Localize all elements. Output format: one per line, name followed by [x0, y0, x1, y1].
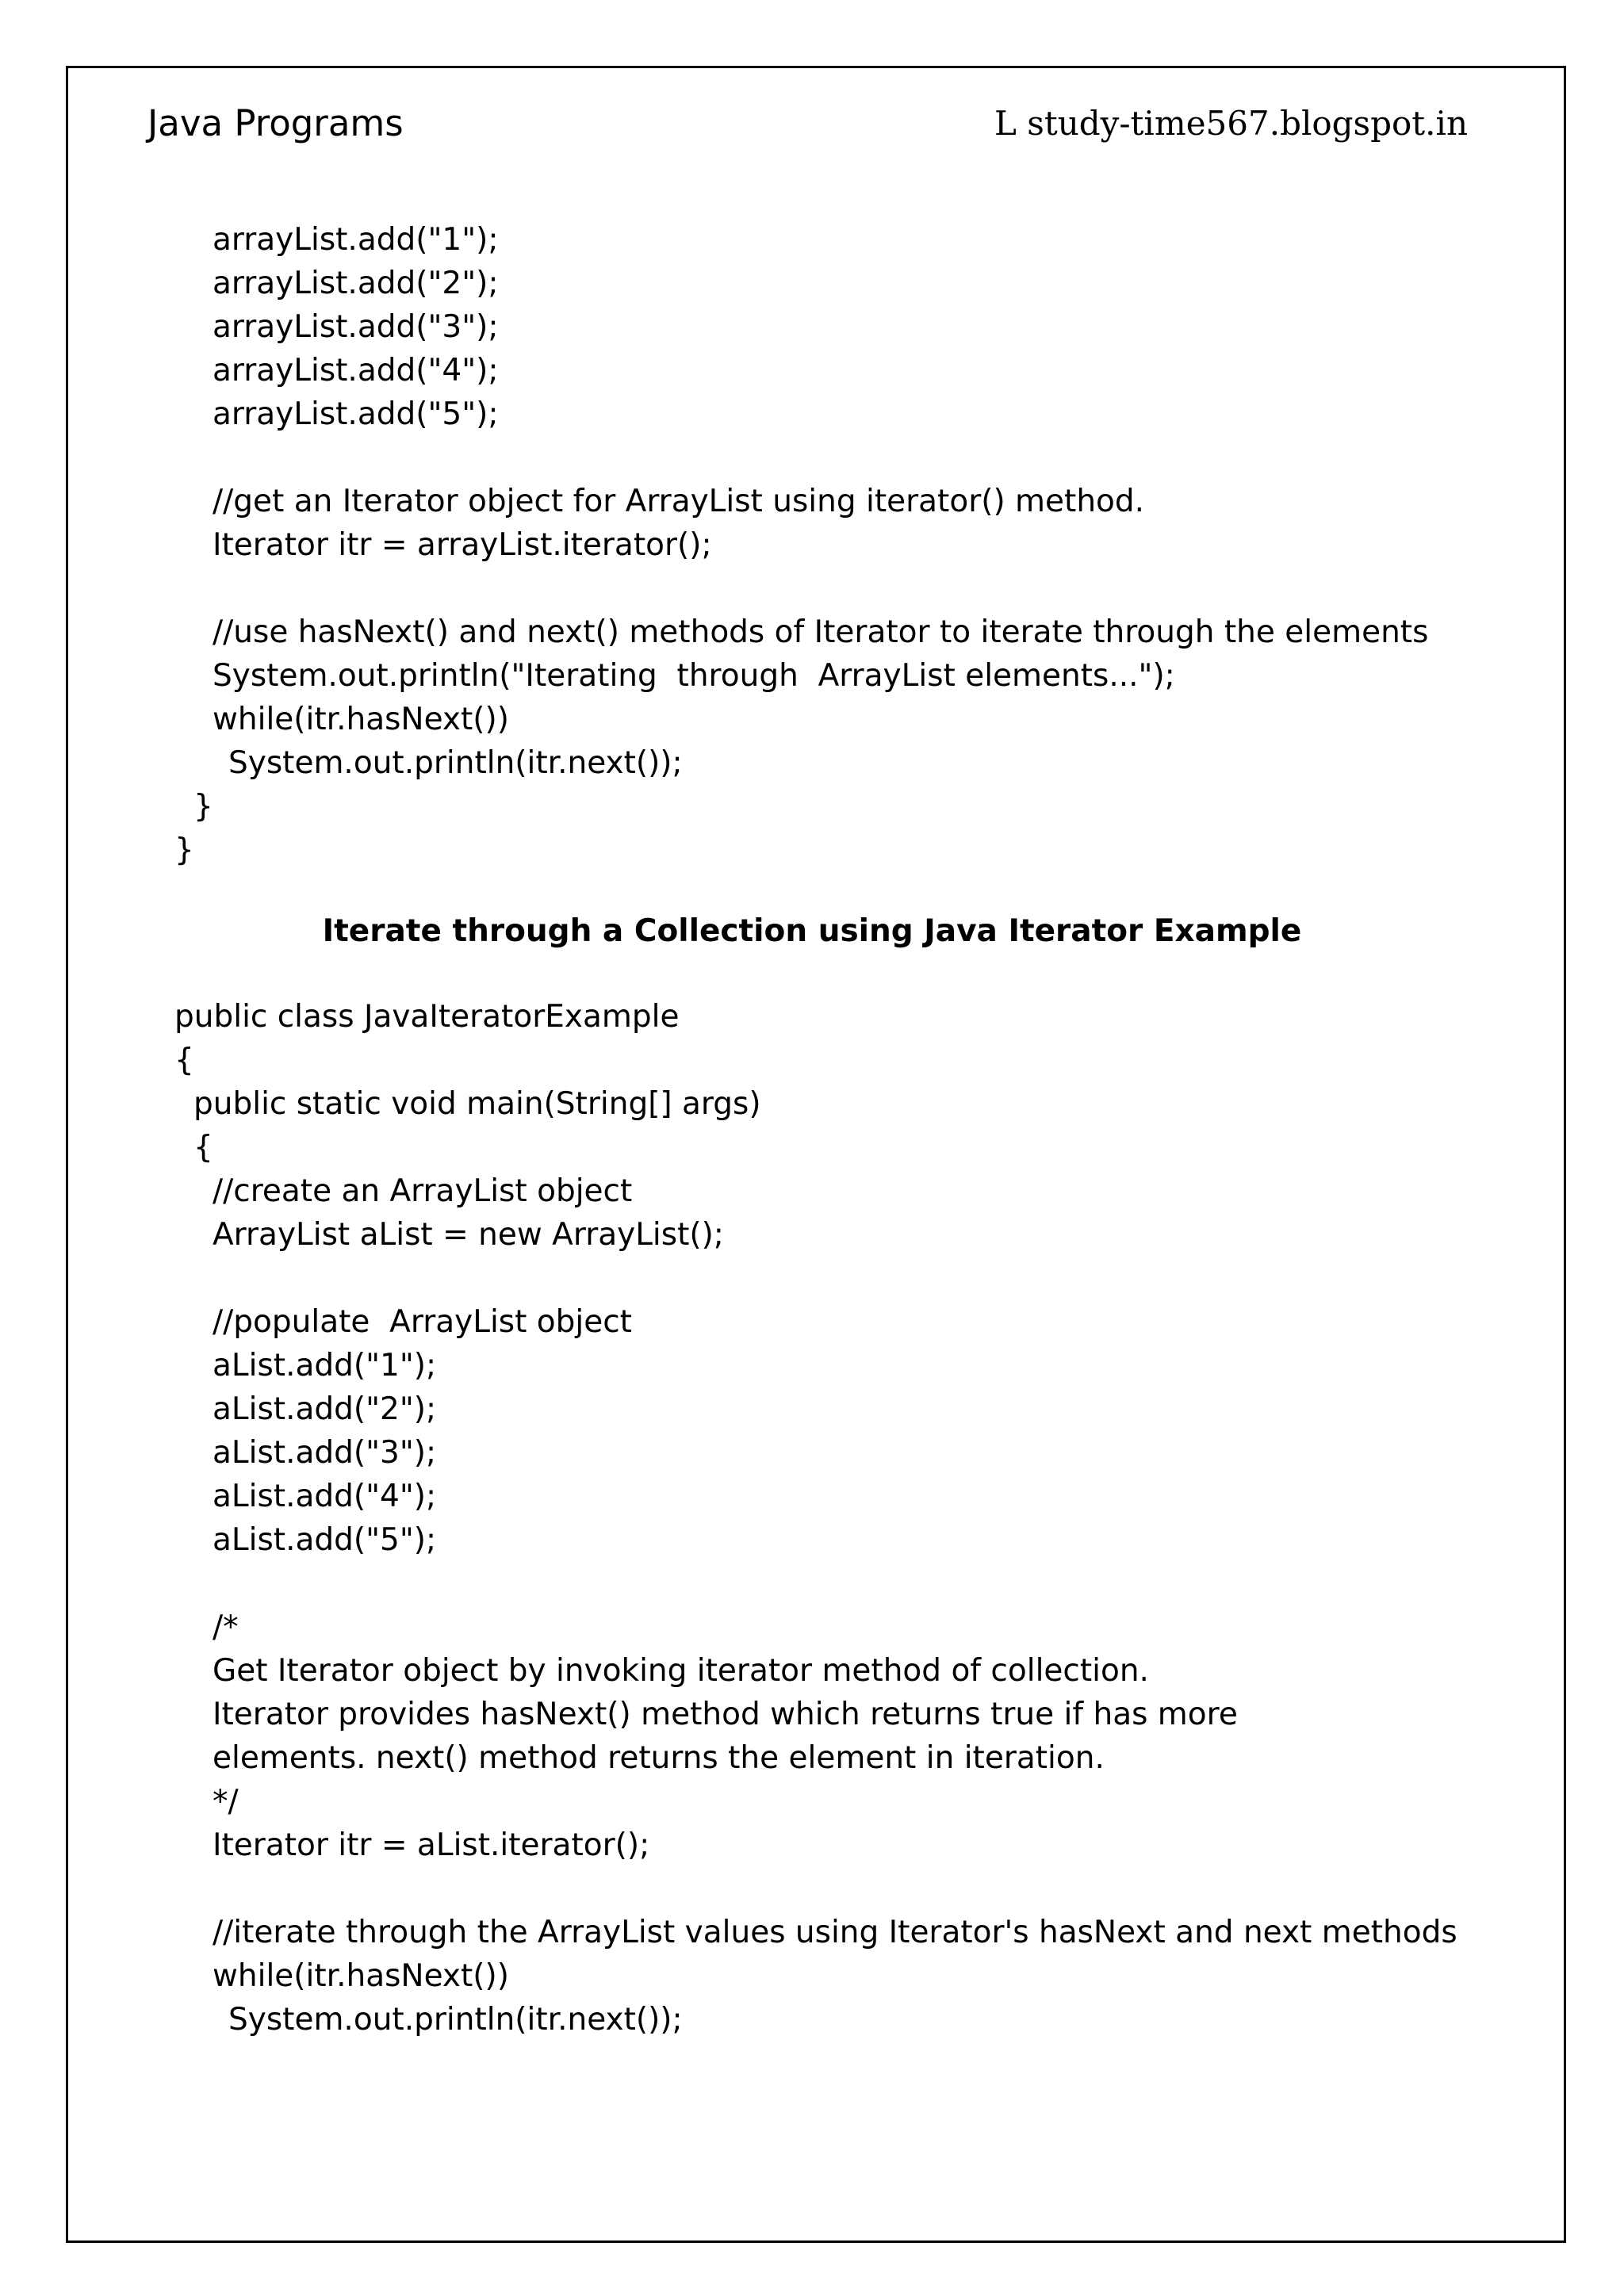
code-line: while(itr.hasNext()) [213, 702, 509, 737]
code-line: aList.add("4"); [213, 1479, 437, 1514]
code-brace: { [193, 1130, 213, 1165]
code-line: aList.add("1"); [213, 1348, 437, 1383]
code-line: Iterator itr = arrayList.iterator(); [213, 527, 712, 563]
code-comment: Get Iterator object by invoking iterator method of collection. [213, 1653, 1149, 1689]
code-line: System.out.println("Iterating through ArrayList elements..."); [213, 658, 1175, 694]
code-line: public static void main(String[] args) [193, 1086, 761, 1122]
code-line: ArrayList aList = new ArrayList(); [213, 1217, 724, 1253]
header-title: Java Programs [147, 102, 404, 144]
code-line: while(itr.hasNext()) [213, 1958, 509, 1994]
code-line: System.out.println(itr.next()); [228, 2002, 683, 2038]
code-line: aList.add("5"); [213, 1522, 437, 1558]
code-brace: } [193, 789, 213, 825]
header-site-url: L study-time567.blogspot.in [994, 104, 1468, 143]
code-line: aList.add("2"); [213, 1391, 437, 1427]
code-comment: //populate ArrayList object [213, 1304, 632, 1340]
code-line: arrayList.add("2"); [213, 266, 499, 301]
code-brace: { [174, 1043, 194, 1078]
code-comment: //create an ArrayList object [213, 1173, 633, 1209]
code-line: arrayList.add("3"); [213, 309, 499, 345]
code-comment: //use hasNext() and next() methods of Iterator to iterate through the elements [213, 614, 1429, 650]
code-comment: elements. next() method returns the element in iteration. [213, 1740, 1105, 1776]
code-line: arrayList.add("1"); [213, 222, 499, 258]
section-title: Iterate through a Collection using Java Iterator Example [322, 913, 1302, 949]
code-comment: Iterator provides hasNext() method which returns true if has more [213, 1697, 1238, 1732]
code-comment: //iterate through the ArrayList values using Iterator's hasNext and next methods [213, 1915, 1457, 1950]
code-line: public class JavaIteratorExample [174, 999, 680, 1035]
code-comment: //get an Iterator object for ArrayList using iterator() method. [213, 484, 1145, 519]
code-brace: } [174, 832, 194, 868]
code-line: arrayList.add("5"); [213, 396, 499, 432]
code-line: arrayList.add("4"); [213, 353, 499, 388]
code-line: aList.add("3"); [213, 1435, 437, 1471]
code-comment: */ [213, 1784, 239, 1820]
code-line: System.out.println(itr.next()); [228, 745, 683, 781]
code-line: Iterator itr = aList.iterator(); [213, 1827, 650, 1863]
code-comment: /* [213, 1609, 239, 1645]
